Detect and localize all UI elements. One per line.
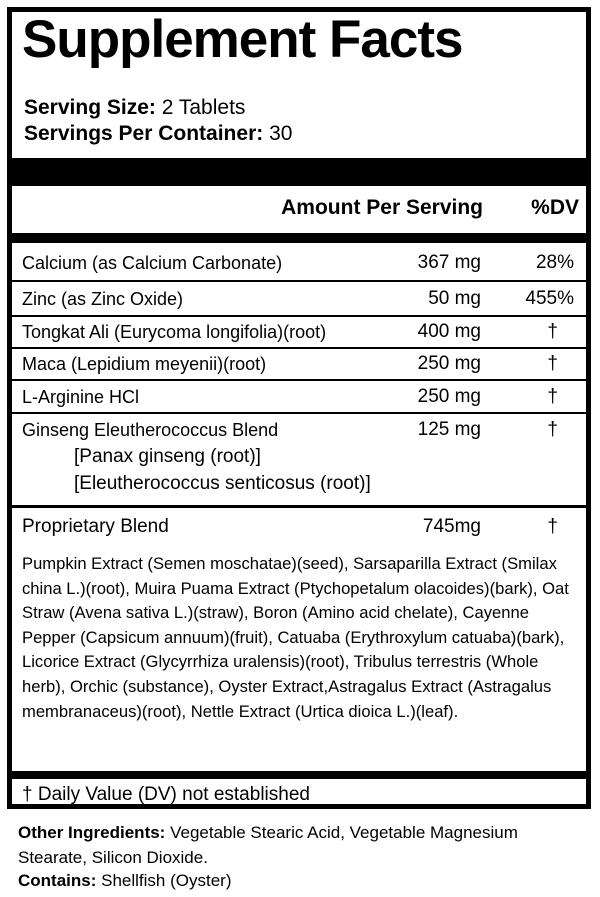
nutrient-dv: † [547,321,558,342]
nutrient-amount: 367 mg [417,252,481,273]
servings-per-container [24,122,292,146]
servings-per-container-value: 30 [263,122,293,145]
nutrient-dv: † [547,419,558,440]
dv-header: %DV [531,196,579,219]
serving-size [24,96,245,120]
serving-size-label: Serving Size: [24,96,156,119]
nutrient-name: Ginseng Eleutherococcus Blend [22,420,279,440]
panel-title: Supplement Facts [22,10,463,69]
amount-per-serving-header: Amount Per Serving [281,196,483,219]
row-divider [12,315,586,317]
row-divider [12,280,586,282]
row-divider [12,412,586,414]
contains-allergen [18,868,231,893]
dv-footnote: † Daily Value (DV) not established [22,784,310,805]
footer-divider [12,771,586,779]
supplement-facts-panel [7,7,591,809]
contains-value: Shellfish (Oyster) [96,871,232,890]
nutrient-name: Zinc (as Zinc Oxide) [22,289,184,309]
proprietary-blend-name: Proprietary Blend [22,516,169,537]
row-divider [12,347,586,349]
servings-per-container-label: Servings Per Container: [24,122,264,145]
ginseng-sub-ingredient: [Panax ginseng (root)] [74,446,261,467]
nutrient-amount: 250 mg [417,386,481,407]
nutrient-dv: † [547,386,558,407]
ginseng-sub-ingredient: [Eleutherococcus senticosus (root)] [74,473,371,494]
nutrient-dv: † [547,353,558,374]
other-ingredients-value: Vegetable Stearic Acid, Vegetable Magnesium Stearate, Silicon Dioxide. [18,823,518,867]
blend-divider [12,505,586,508]
nutrient-name: Calcium (as Calcium Carbonate) [22,253,283,273]
row-divider [12,379,586,381]
nutrient-name: Maca (Lepidium meyenii)(root) [22,354,267,374]
serving-size-value: 2 Tablets [155,96,246,119]
thick-divider [12,158,586,186]
proprietary-blend-amount: 745mg [422,516,481,537]
nutrient-dv: 455% [525,288,574,309]
proprietary-blend-dv: † [547,516,558,537]
nutrient-amount: 250 mg [417,353,481,374]
nutrient-amount: 400 mg [417,321,481,342]
nutrient-amount: 50 mg [428,288,481,309]
nutrient-dv: 28% [535,252,574,273]
nutrient-amount: 125 mg [417,419,481,440]
header-divider [12,233,586,243]
other-ingredients-label: Other Ingredients: [18,823,166,842]
other-ingredients [18,820,588,870]
nutrient-name: L-Arginine HCl [22,387,140,407]
proprietary-blend-ingredients: Pumpkin Extract (Semen moschatae)(seed), Sarsaparilla Extract (Smilax china L.)(root), Muira Puama Extract (Ptychopetalum olacoides)(bark), Oat Straw (Avena sativa L.)(straw), Boron (Amino acid chelate), Cayenne Pepper (Capsicum annuum)(fruit), Catuaba (Erythroxylum catuaba)(bark), Licorice Extract (Glycyrrhiza uralensis)(root), Tribulus terrestris (Whole herb), Orchic (substance), Oyster Extract,Astragalus Extract (Astragalus membranaceus)(root), Nettle Extract (Urtica dioica L.)(leaf). [22,554,569,721]
contains-label: Contains: [18,871,97,890]
nutrient-name: Tongkat Ali (Eurycoma longifolia)(root) [22,322,327,342]
